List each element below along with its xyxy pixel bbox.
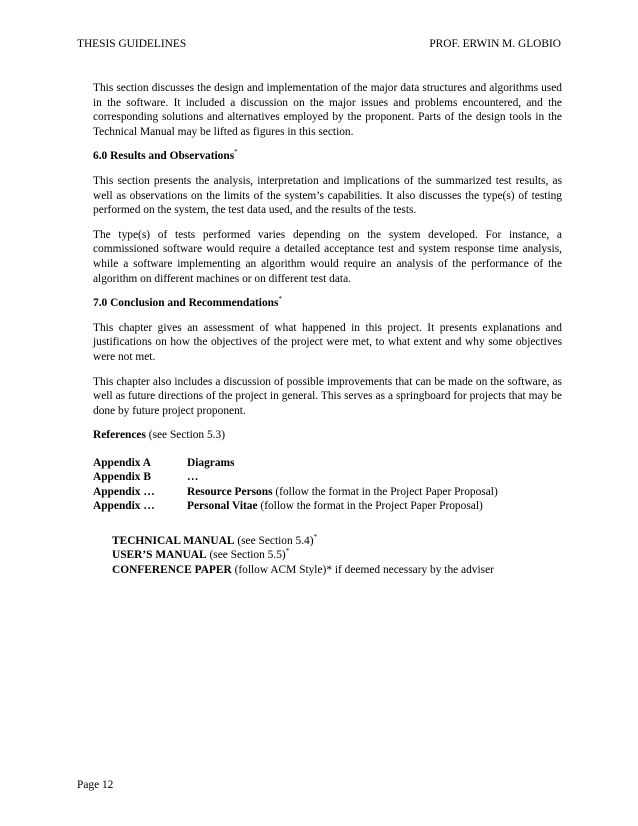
section-7-paragraph-2: This chapter also includes a discussion of possible improvements that can be made on the software, as well as future directions of the project in general. This serves as a springboard for projects that may be done by future project proponent. — [93, 375, 562, 417]
appendix-entry — [187, 485, 562, 499]
appendix-note: (follow the format in the Project Paper Proposal) — [257, 500, 483, 513]
manual-item — [112, 534, 562, 549]
intro-paragraph: This section discusses the design and implementation of the major data structures and algorithms used in the software. It included a discussion on the major issues and problems encountered, and the corresponding solutions and alternatives employed by the proponent. Parts of the design tools in the Technical Manual may be lifted as figures in this section. — [93, 82, 562, 138]
manual-title: CONFERENCE PAPER — [112, 564, 232, 577]
manual-note: (follow ACM Style)* if deemed necessary by the adviser — [231, 564, 494, 577]
appendix-label: Appendix … — [93, 500, 155, 513]
section-6-heading-text: 6.0 Results and Observations — [93, 150, 235, 163]
appendix-entry — [187, 499, 562, 513]
manuals-list — [112, 534, 562, 578]
appendix-list — [93, 456, 562, 514]
manual-note: (see Section 5.5) — [206, 549, 286, 562]
section-6-footnote-mark: * — [234, 148, 238, 157]
section-7-heading-text: 7.0 Conclusion and Recommendations — [93, 297, 279, 310]
appendix-row — [93, 470, 562, 484]
manual-item — [112, 563, 562, 578]
appendix-title: Diagrams — [187, 456, 235, 469]
section-6-paragraph-2: The type(s) of tests performed varies depending on the system developed. For instance, a commissioned software would require a detailed acceptance test and system response time analysis, while a software implementing an algorithm would require an analysis of the performance of the algorithm on different machines or on different test data. — [93, 228, 562, 285]
section-6-heading — [93, 149, 562, 164]
appendix-title: Personal Vitae — [187, 500, 258, 513]
page-number: Page 12 — [77, 779, 114, 791]
appendix-note: (follow the format in the Project Paper Proposal) — [272, 485, 498, 498]
manual-footnote-mark: * — [285, 547, 290, 556]
manual-note: (see Section 5.4) — [234, 534, 314, 547]
appendix-title: Resource Persons — [187, 485, 273, 498]
header-author: PROF. ERWIN M. GLOBIO — [429, 38, 561, 50]
appendix-label: Appendix B — [93, 471, 151, 484]
appendix-row — [93, 456, 562, 470]
section-7-paragraph-1: This chapter gives an assessment of what happened in this project. It presents explanations and justifications on how the objectives of the project were met, to what extent and why some objectives were not met. — [93, 321, 562, 363]
manual-title: USER’S MANUAL — [112, 549, 207, 562]
manual-item — [112, 548, 562, 563]
appendix-row — [93, 499, 562, 513]
section-7-heading — [93, 296, 562, 311]
references-line — [93, 428, 562, 443]
page-body — [93, 81, 562, 578]
appendix-title: … — [187, 471, 199, 484]
appendix-label: Appendix A — [93, 456, 151, 469]
manual-footnote-mark: * — [313, 532, 318, 541]
appendix-entry — [187, 470, 562, 484]
appendix-row — [93, 485, 562, 499]
manual-title: TECHNICAL MANUAL — [112, 534, 235, 547]
appendix-label: Appendix … — [93, 485, 155, 498]
section-6-paragraph-1: This section presents the analysis, interpretation and implications of the summarized test results, as well as observations on the limits of the system’s capabilities. It also discusses the type(s) of testing performed on the system, the test data used, and the results of the tests. — [93, 174, 562, 217]
references-label: References — [93, 429, 146, 442]
references-note: (see Section 5.3) — [145, 429, 226, 442]
section-7-footnote-mark: * — [278, 295, 282, 304]
appendix-entry — [187, 456, 562, 470]
header-title: THESIS GUIDELINES — [77, 38, 187, 50]
page-footer — [77, 779, 113, 791]
